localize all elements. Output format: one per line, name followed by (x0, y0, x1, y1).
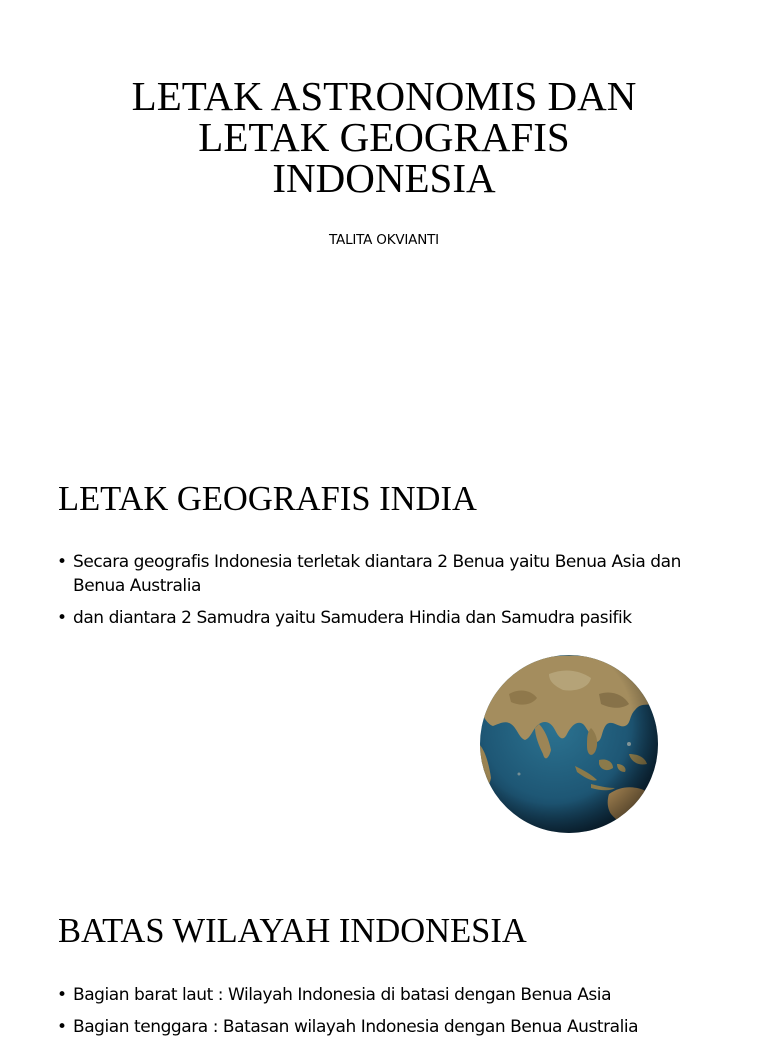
bullet-text: Bagian barat laut : Wilayah Indonesia di batasi dengan Benua Asia (73, 985, 612, 1005)
bullet-list (57, 550, 737, 638)
globe-image (479, 654, 659, 834)
presentation-title: LETAK ASTRONOMIS DAN LETAK GEOGRAFIS INDONESIA (131, 73, 637, 201)
bullet-list (57, 983, 737, 1047)
bullet-item (57, 606, 737, 630)
bullet-dot: • (57, 552, 67, 572)
bullet-item (57, 1015, 737, 1039)
bullet-dot: • (57, 1017, 67, 1037)
bullet-text: Secara geografis Indonesia terletak diantara 2 Benua yaitu Benua Asia dan Benua Australia (73, 552, 681, 596)
bullet-text: Bagian tenggara : Batasan wilayah Indonesia dengan Benua Australia (73, 1017, 639, 1037)
slide-heading: BATAS WILAYAH INDONESIA (58, 912, 527, 950)
bullet-text: dan diantara 2 Samudra yaitu Samudera Hindia dan Samudra pasifik (73, 608, 632, 628)
bullet-dot: • (57, 985, 67, 1005)
bullet-area (0, 432, 768, 628)
bullet-item (57, 983, 737, 1007)
borders-slide (0, 864, 768, 1037)
slide-heading: LETAK GEOGRAFIS INDIA (58, 480, 477, 518)
bullet-dot: • (57, 608, 67, 628)
title-slide (0, 0, 768, 432)
bullet-item (57, 550, 737, 598)
presentation-author: TALITA OKVIANTI (329, 232, 439, 248)
geography-slide (0, 432, 768, 864)
